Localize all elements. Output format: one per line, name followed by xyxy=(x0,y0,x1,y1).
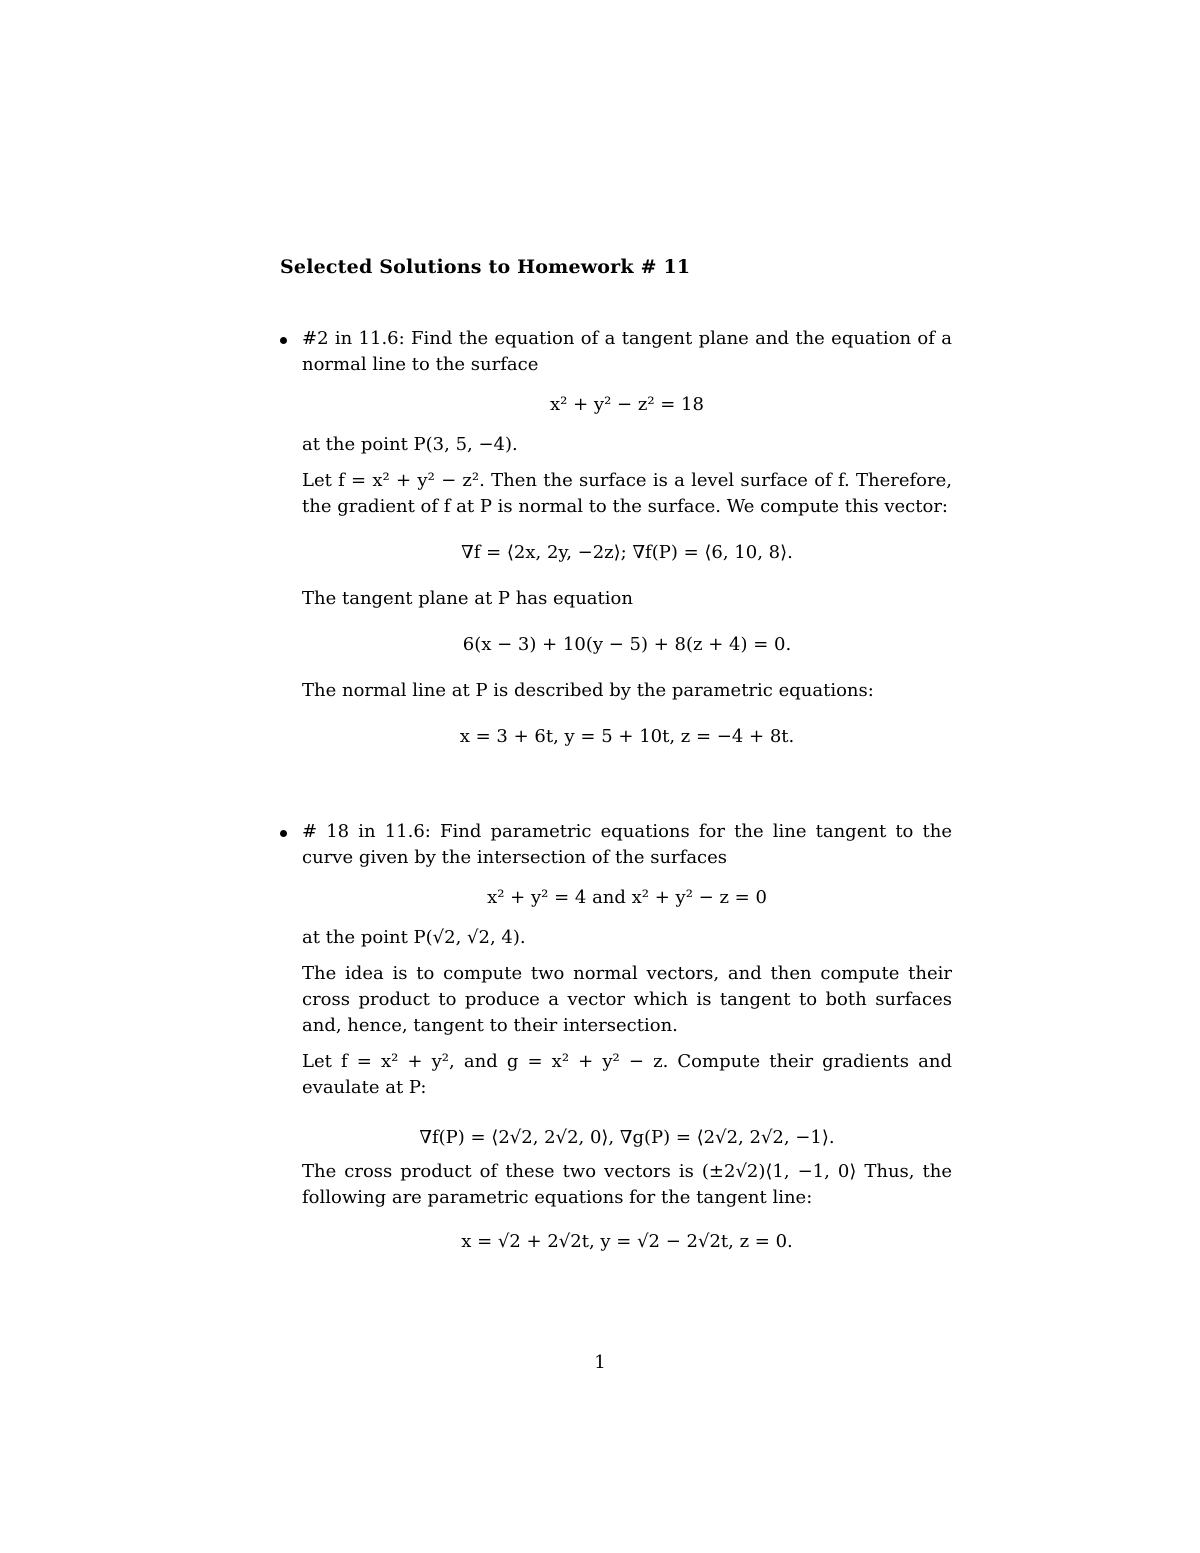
problem-1-surface-equation: x² + y² − z² = 18 xyxy=(550,394,704,415)
problem-1-gradient-equation: ∇f = ⟨2x, 2y, −2z⟩; ∇f(P) = ⟨6, 10, 8⟩. xyxy=(461,542,793,563)
document-title: Selected Solutions to Homework # 11 xyxy=(280,256,691,278)
problem-1-point: at the point P(3, 5, −4). xyxy=(302,434,518,455)
problem-1-tangent-plane-equation: 6(x − 3) + 10(y − 5) + 8(z + 4) = 0. xyxy=(462,634,792,655)
problem-2-statement: # 18 in 11.6: Find parametric equations for the line tangent to the curve given by the intersection of the surfaces xyxy=(302,821,952,868)
problem-1-statement: #2 in 11.6: Find the equation of a tangent plane and the equation of a normal line to the surface xyxy=(302,328,952,375)
problem-2-paragraph-3: The cross product of these two vectors is (±2√2)⟨1, −1, 0⟩ Thus, the following are parametric equations for the tangent line: xyxy=(302,1161,952,1208)
problem-2-tangent-line-equation: x = √2 + 2√2t, y = √2 − 2√2t, z = 0. xyxy=(461,1231,793,1252)
problem-1-paragraph-3: The normal line at P is described by the parametric equations: xyxy=(302,680,874,701)
bullet-icon xyxy=(280,830,287,837)
problem-2-gradients-equation: ∇f(P) = ⟨2√2, 2√2, 0⟩, ∇g(P) = ⟨2√2, 2√2, −1⟩. xyxy=(419,1127,835,1148)
problem-1 xyxy=(280,326,952,750)
problem-2-paragraph-1: The idea is to compute two normal vectors, and then compute their cross product to produce a vector which is tangent to both surfaces and, hence, tangent to their intersection. xyxy=(302,963,952,1036)
problem-2 xyxy=(280,819,952,1255)
problem-2-point: at the point P(√2, √2, 4). xyxy=(302,927,526,948)
page-number: 1 xyxy=(594,1352,606,1373)
problem-2-surfaces-equation: x² + y² = 4 and x² + y² − z = 0 xyxy=(487,887,767,908)
problem-1-normal-line-equation: x = 3 + 6t, y = 5 + 10t, z = −4 + 8t. xyxy=(459,726,795,747)
problem-1-paragraph-1: Let f = x² + y² − z². Then the surface is a level surface of f. Therefore, the gradient of f at P is normal to the surface. We compute this vector: xyxy=(302,470,952,517)
problem-1-paragraph-2: The tangent plane at P has equation xyxy=(302,588,633,609)
bullet-icon xyxy=(280,337,287,344)
problem-2-paragraph-2: Let f = x² + y², and g = x² + y² − z. Compute their gradients and evaulate at P: xyxy=(302,1051,952,1098)
